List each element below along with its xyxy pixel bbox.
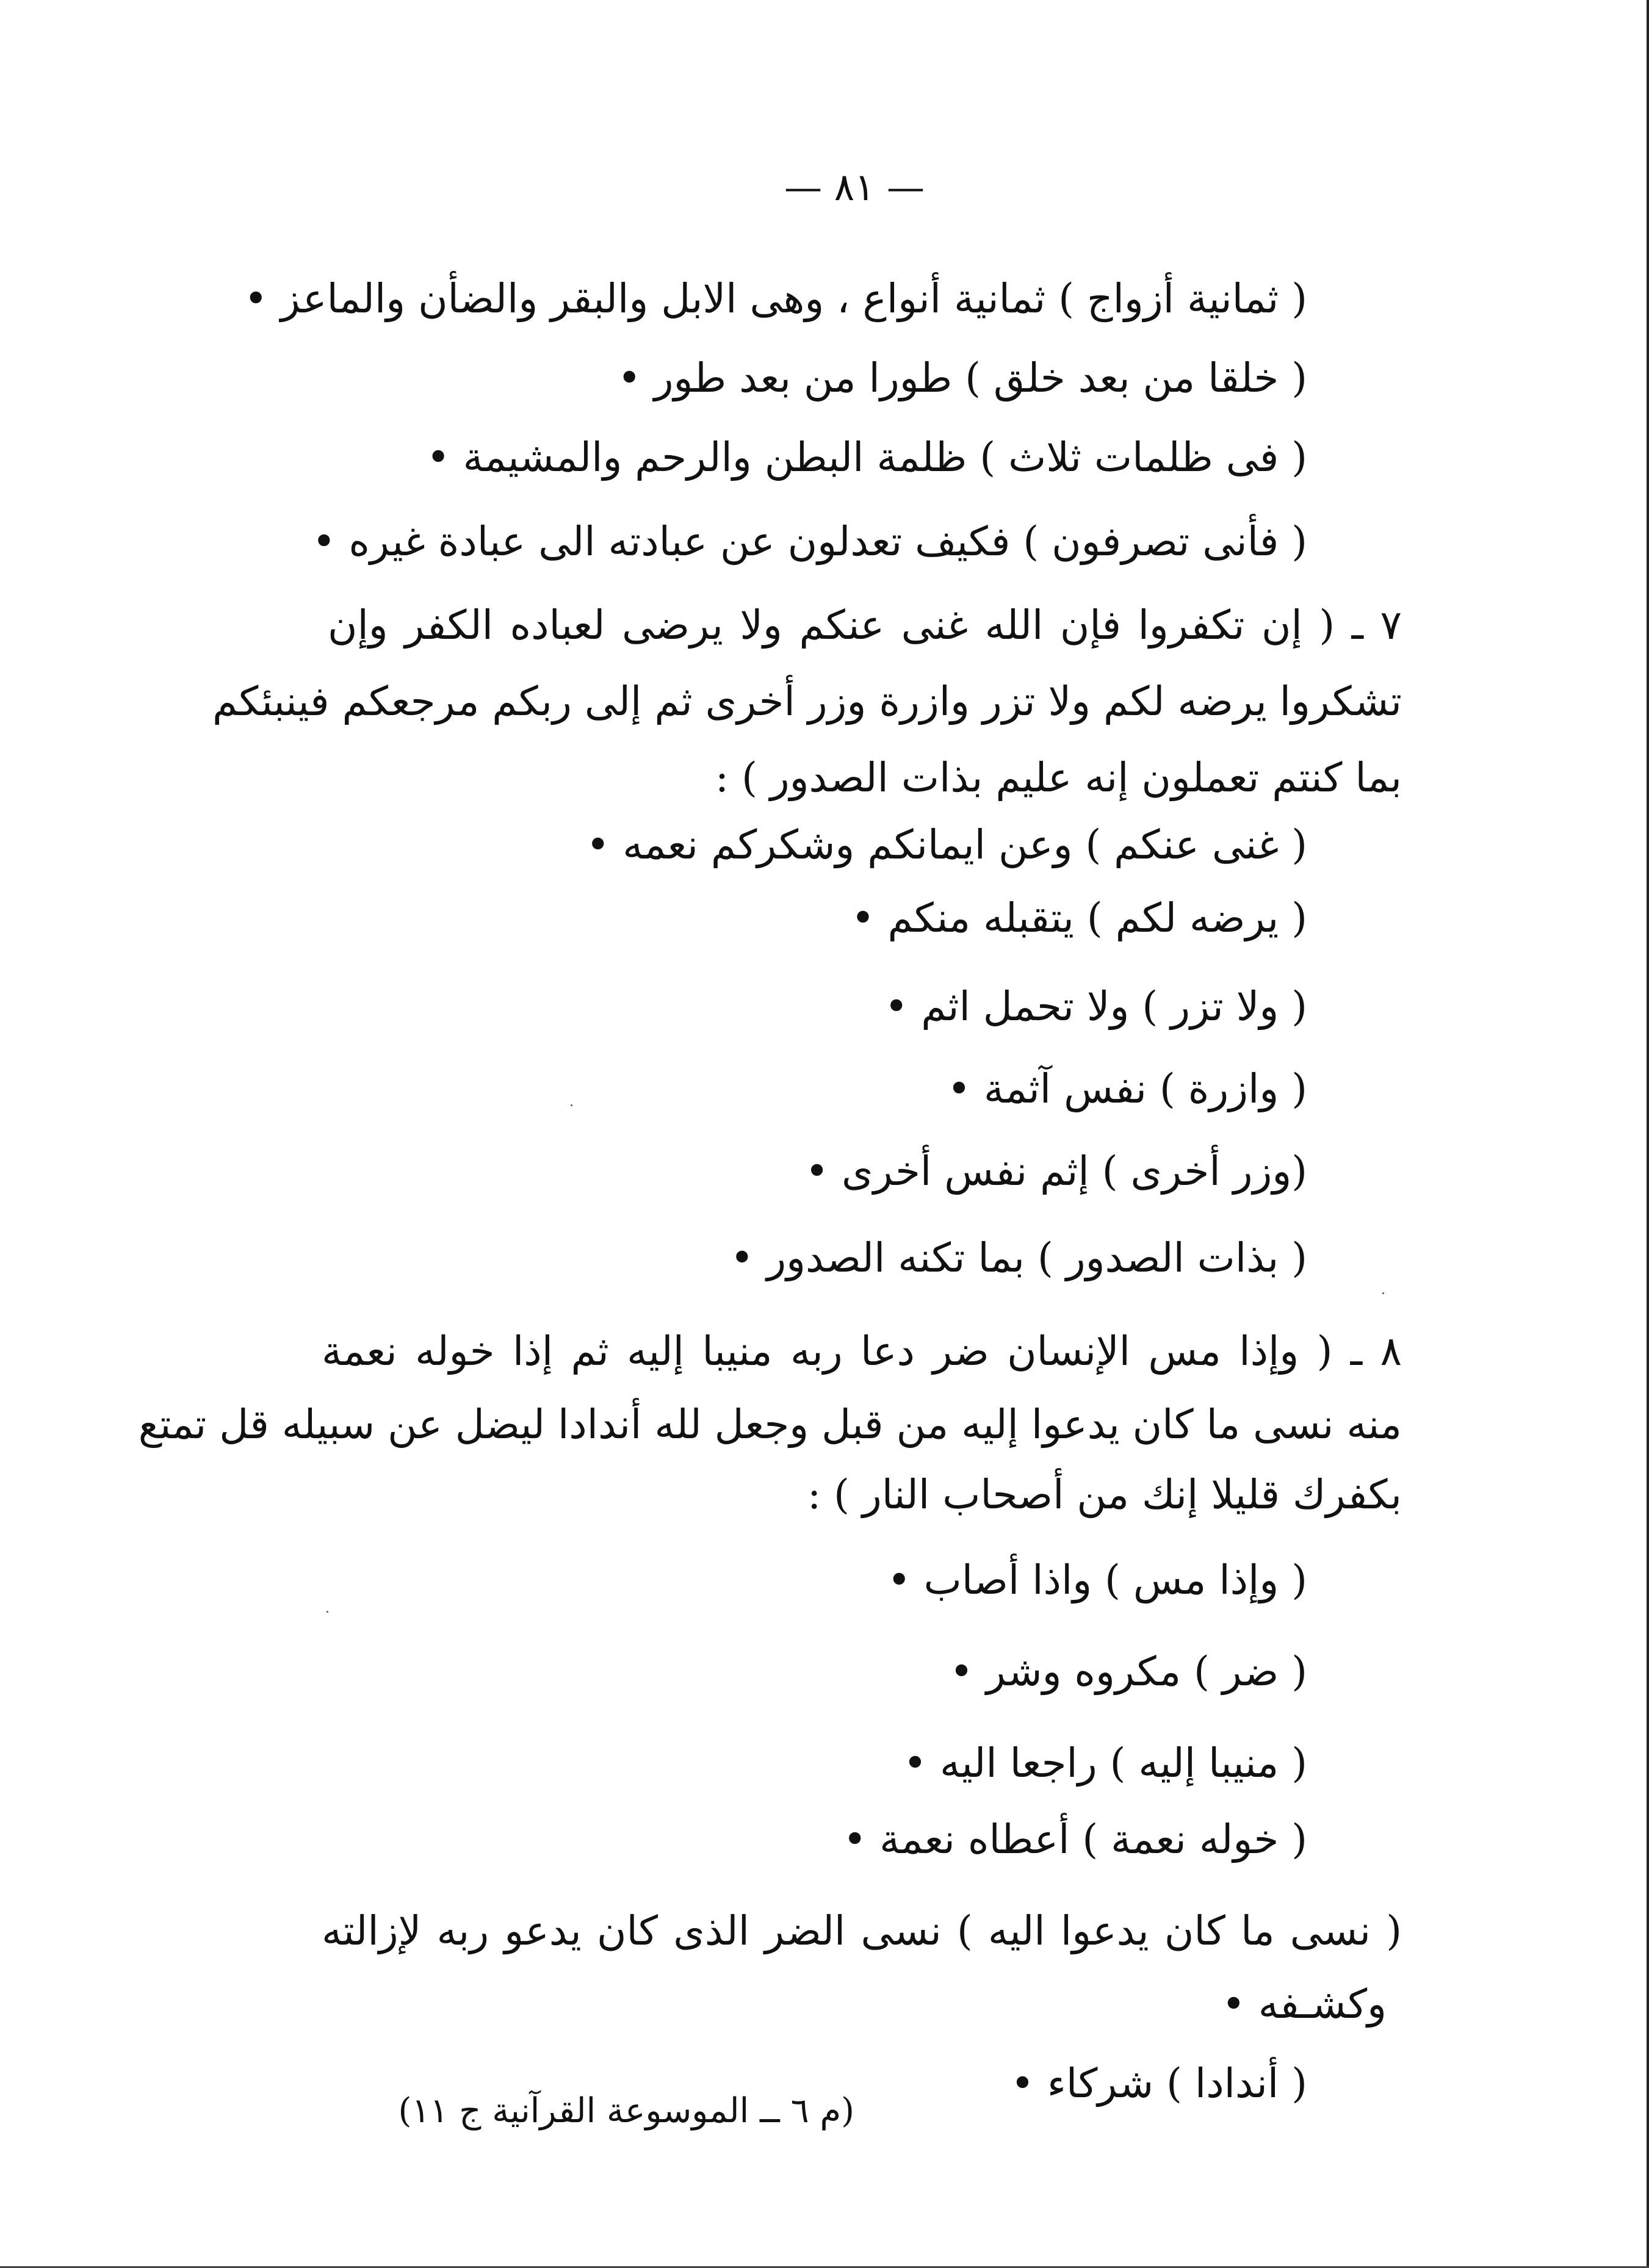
line-11: ( وازرة ) نفس آثمة • <box>947 1065 1307 1112</box>
page-number: — ٨١ — <box>784 165 925 209</box>
line-9: ( يرضه لكم ) يتقبله منكم • <box>851 895 1307 941</box>
line-3: ( فى ظلمات ثلاث ) ظلمة البطن والرحم والمشيمة • <box>426 434 1307 481</box>
line-4: ( فأنى تصرفون ) فكيف تعدلون عن عبادته الى عبادة غيره • <box>312 518 1307 565</box>
line-6: تشكروا يرضه لكم ولا تزر وازرة وزر أخرى ثم إلى ربكم مرجعكم فينبئكم <box>212 678 1402 725</box>
scan-speck <box>327 1611 328 1613</box>
line-13: ( بذات الصدور ) بما تكنه الصدور • <box>730 1234 1307 1281</box>
line-15: منه نسى ما كان يدعوا إليه من قبل وجعل لله أندادا ليضل عن سبيله قل تمتع <box>138 1401 1402 1448</box>
line-7: بما كنتم تعملون إنه عليم بذات الصدور ) : <box>715 754 1402 801</box>
scan-speck <box>571 1104 572 1106</box>
page-border-right <box>1647 0 1649 2268</box>
line-16: بكفرك قليلا إنك من أصحاب النار ) : <box>807 1471 1402 1518</box>
line-22: وكشـفه • <box>1221 1981 1387 2028</box>
line-20: ( خوله نعمة ) أعطاه نعمة • <box>843 1816 1307 1863</box>
line-1: ( ثمانية أزواج ) ثمانية أنواع ، وهى الابل والبقر والضأن والماعز • <box>244 275 1307 322</box>
line-2: ( خلقا من بعد خلق ) طورا من بعد طور • <box>617 355 1307 401</box>
scan-speck <box>1382 1292 1384 1294</box>
line-19: ( منيبا إليه ) راجعا اليه • <box>903 1740 1307 1787</box>
line-5: ٧ ـ ( إن تكفروا فإن الله غنى عنكم ولا يرضى لعباده الكفر وإن <box>328 602 1402 649</box>
line-14: ٨ ـ ( وإذا مس الإنسان ضر دعا ربه منيبا إليه ثم إذا خوله نعمة <box>322 1328 1402 1375</box>
line-21: ( نسى ما كان يدعوا اليه ) نسى الضر الذى كان يدعو ربه لإزالته <box>322 1907 1402 1954</box>
line-10: ( ولا تزر ) ولا تحمل اثم • <box>884 983 1307 1030</box>
line-23: ( أندادا ) شركاء • <box>1010 2060 1307 2107</box>
line-8: ( غنى عنكم ) وعن ايمانكم وشكركم نعمه • <box>586 821 1307 868</box>
line-12: (وزر أخرى ) إثم نفس أخرى • <box>805 1148 1307 1195</box>
page-footer: (م ٦ ــ الموسوعة القرآنية ج ١١) <box>398 2091 854 2131</box>
line-18: ( ضر ) مكروه وشر • <box>949 1648 1307 1695</box>
line-17: ( وإذا مس ) واذا أصاب • <box>887 1557 1307 1604</box>
